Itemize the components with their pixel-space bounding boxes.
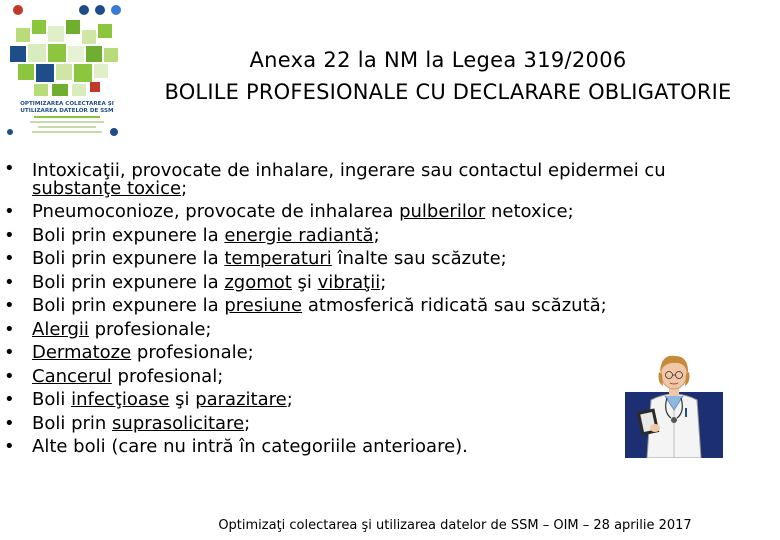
footer-text: Optimizaţi colectarea şi utilizarea datelor de SSM – OIM – 28 aprilie 2017 [218,518,692,533]
emblem-blue2-icon [95,5,105,15]
list-item-underlined: infecţioase [71,389,170,410]
bullet: • [4,412,15,434]
list-item-underlined-2: parazitare [195,389,287,410]
brochure-logo [4,2,130,144]
bullet: • [4,318,15,340]
list-item-text-mid: şi [291,271,318,293]
list-item [4,294,704,318]
list-item-text-end: înalte sau scăzute; [331,248,507,269]
list-item-underlined: Alergii [32,318,89,340]
list-item [4,271,704,295]
list-item [4,365,704,389]
list-item-text: Boli prin expunere la [32,248,225,269]
emblem-red-icon [13,5,23,15]
page-title-line-1: Anexa 22 la NM la Legea 319/2006 [249,48,627,72]
list-item-underlined-2: vibraţii [317,271,381,293]
list-item-text-end: ; [181,178,188,199]
list-item-text: Boli prin [32,412,113,434]
brochure-title: OPTIMIZAREA COLECTAREA ȘI [20,101,114,107]
brochure-thumbnail-image [4,2,130,144]
list-item [4,435,704,459]
list-item-text-end: profesional; [111,365,224,387]
list-item-underlined: temperaturi [224,248,332,269]
list-item [4,200,704,224]
disease-list [4,160,704,459]
bullet: • [4,271,15,293]
emblem-blue-icon [79,5,89,15]
list-item-text-mid: şi [169,389,196,410]
bullet: • [4,389,15,410]
list-item-text: Alte boli (care nu intră în categoriile anterioare). [32,436,468,457]
list-item [4,318,704,342]
list-item-text-end: profesionale; [88,318,212,340]
bullet: • [4,365,15,387]
list-item-text-end: ; [373,224,380,246]
emblem-un-icon [111,5,121,15]
list-item-underlined: presiune [224,295,303,316]
list-item [4,224,704,248]
list-item-text-end: ; [380,271,387,293]
bullet: • [4,158,15,179]
bullet: • [4,248,15,269]
list-item-underlined: Cancerul [32,365,112,387]
doctor-illustration [625,338,723,458]
bullet: • [4,201,15,222]
list-item [4,412,704,436]
list-item-text-end: ; [286,389,293,410]
list-item-text: Boli prin expunere la [32,271,225,293]
list-item-underlined: suprasolicitare [112,412,245,434]
list-item-text-end: atmosferică ridicată sau scăzută; [302,295,607,316]
list-item-underlined: zgomot [224,271,292,293]
list-item-underlined: pulberilor [399,201,486,222]
list-item-text: Pneumoconioze, provocate de inhalarea [32,201,400,222]
bullet: • [4,295,15,316]
page-title-line-2: BOLILE PROFESIONALE CU DECLARARE OBLIGATORIE [164,80,732,104]
list-item-text-end: profesionale; [131,342,254,363]
list-item-underlined: Dermatoze [32,342,132,363]
bullet: • [4,224,15,246]
list-item-text-end: ; [244,412,251,434]
bullet: • [4,342,15,363]
list-item-underlined: energie radiantă [224,224,374,246]
list-item [4,160,704,200]
list-item-text: Boli prin expunere la [32,224,225,246]
list-item-text: Boli [32,389,72,410]
list-item [4,388,704,412]
list-item [4,247,704,271]
list-item-underlined: substanţe toxice [32,178,182,199]
list-item [4,341,704,365]
doctor-icon [625,338,723,458]
brochure-title-2: UTILIZAREA DATELOR DE SSM [20,108,114,114]
list-item-text-end: netoxice; [485,201,574,222]
list-item-text: Intoxicaţii, provocate de inhalare, ingerare sau contactul epidermei cu [32,160,666,181]
list-item-text: Boli prin expunere la [32,295,225,316]
bullet: • [4,436,15,457]
